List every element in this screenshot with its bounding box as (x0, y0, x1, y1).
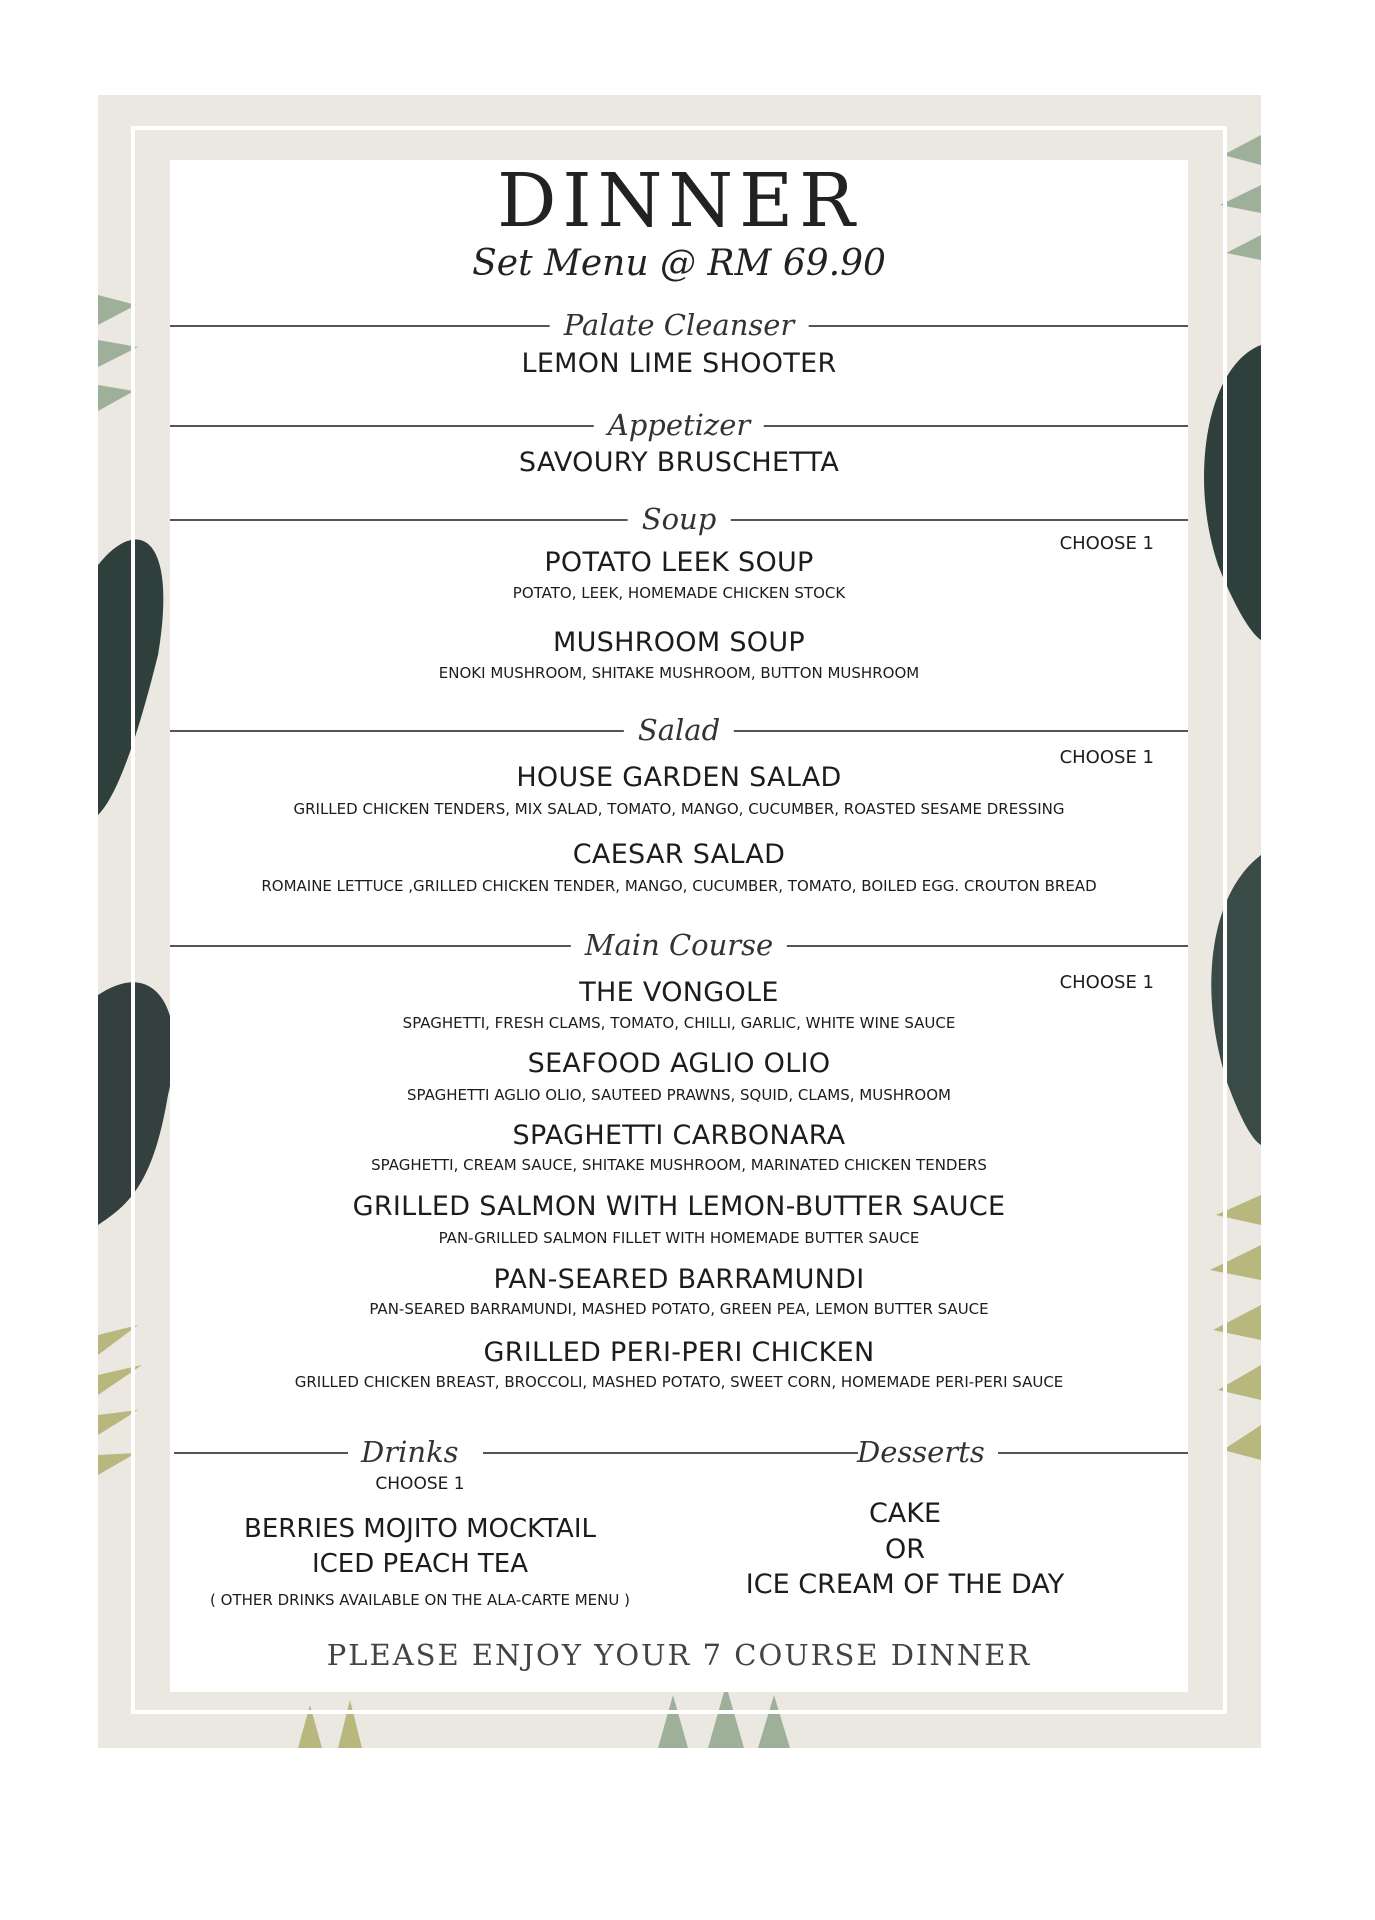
menu-footer: PLEASE ENJOY YOUR 7 COURSE DINNER (326, 1638, 1032, 1672)
drinks-choose-note: CHOOSE 1 (375, 1474, 465, 1494)
item-description: GRILLED CHICKEN TENDERS, MIX SALAD, TOMATO, MANGO, CUCUMBER, ROASTED SESAME DRESSING (293, 800, 1065, 818)
item-grilled-salmon: GRILLED SALMON WITH LEMON-BUTTER SAUCE (352, 1191, 1006, 1222)
section-label: Soup (628, 499, 731, 539)
soup-choose-note: CHOOSE 1 (1059, 533, 1154, 554)
item-description: PAN-GRILLED SALMON FILLET WITH HOMEMADE BUTTER SAUCE (438, 1229, 920, 1247)
section-label: Appetizer (594, 405, 764, 445)
section-main-course (170, 925, 1188, 965)
item-description: GRILLED CHICKEN BREAST, BROCCOLI, MASHED POTATO, SWEET CORN, HOMEMADE PERI-PERI SAUCE (294, 1373, 1064, 1391)
section-divider (483, 1452, 858, 1454)
main-course-choose-note: CHOOSE 1 (1059, 972, 1154, 993)
menu-card (170, 160, 1188, 1692)
item-the-vongole: THE VONGOLE (579, 977, 779, 1008)
section-label: Salad (624, 710, 734, 750)
section-divider (174, 1452, 348, 1454)
section-divider (998, 1452, 1188, 1454)
drinks-note: ( OTHER DRINKS AVAILABLE ON THE ALA-CARTE MENU ) (210, 1591, 630, 1609)
item-grilled-peri-peri-chicken: GRILLED PERI-PERI CHICKEN (483, 1337, 875, 1368)
item-description: SPAGHETTI, CREAM SAUCE, SHITAKE MUSHROOM, MARINATED CHICKEN TENDERS (371, 1156, 987, 1174)
item-caesar-salad: CAESAR SALAD (572, 839, 786, 870)
drink-item: BERRIES MOJITO MOCKTAIL (244, 1514, 596, 1544)
item-spaghetti-carbonara: SPAGHETTI CARBONARA (512, 1120, 846, 1151)
section-drinks-desserts (170, 1432, 1188, 1472)
item-description: ENOKI MUSHROOM, SHITAKE MUSHROOM, BUTTON MUSHROOM (438, 664, 920, 682)
item-potato-leek-soup: POTATO LEEK SOUP (544, 547, 814, 578)
item-seafood-aglio-olio: SEAFOOD AGLIO OLIO (527, 1048, 831, 1079)
section-appetizer (170, 405, 1188, 445)
item-description: SPAGHETTI AGLIO OLIO, SAUTEED PRAWNS, SQUID, CLAMS, MUSHROOM (407, 1086, 951, 1104)
item-description: SPAGHETTI, FRESH CLAMS, TOMATO, CHILLI, GARLIC, WHITE WINE SAUCE (402, 1014, 956, 1032)
menu-subtitle: Set Menu @ RM 69.90 (472, 243, 886, 284)
dessert-line: ICE CREAM OF THE DAY (745, 1569, 1065, 1600)
section-palate-cleanser (170, 305, 1188, 345)
item-pan-seared-barramundi: PAN-SEARED BARRAMUNDI (493, 1264, 865, 1295)
section-soup (170, 499, 1188, 539)
section-label: Palate Cleanser (550, 305, 809, 345)
dessert-line: OR (884, 1534, 925, 1565)
item-description: ROMAINE LETTUCE ,GRILLED CHICKEN TENDER, MANGO, CUCUMBER, TOMATO, BOILED EGG. CROUTON BREAD (261, 877, 1097, 895)
item-description: POTATO, LEEK, HOMEMADE CHICKEN STOCK (512, 584, 846, 602)
item-house-garden-salad: HOUSE GARDEN SALAD (516, 762, 842, 793)
drink-item: ICED PEACH TEA (311, 1549, 529, 1579)
dessert-line: CAKE (868, 1498, 942, 1529)
item-savoury-bruschetta: SAVOURY BRUSCHETTA (518, 447, 840, 478)
drinks-section-label: Drinks (361, 1435, 459, 1469)
desserts-section-label: Desserts (857, 1435, 985, 1469)
item-description: PAN-SEARED BARRAMUNDI, MASHED POTATO, GREEN PEA, LEMON BUTTER SAUCE (369, 1300, 989, 1318)
section-salad (170, 710, 1188, 750)
section-label: Main Course (571, 925, 787, 965)
salad-choose-note: CHOOSE 1 (1059, 747, 1154, 768)
item-lemon-lime-shooter: LEMON LIME SHOOTER (521, 348, 837, 379)
item-mushroom-soup: MUSHROOM SOUP (553, 627, 805, 658)
menu-title: DINNER (497, 158, 861, 244)
